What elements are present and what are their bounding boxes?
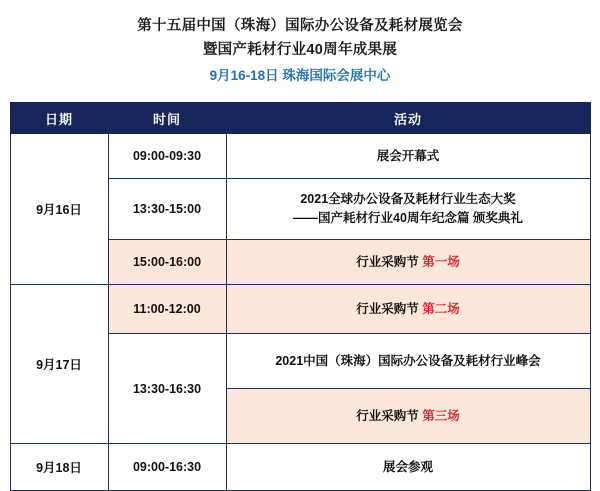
activity-accent-text: 第一场 [422,254,460,269]
table-header-row [10,103,590,134]
cell-time: 09:00-09:30 [108,134,226,179]
table-header [10,103,590,134]
poster-venue: 珠海国际会展中心 [282,68,391,83]
cell-time: 13:30-16:30 [108,334,226,444]
cell-date: 9月17日 [10,285,108,444]
activity-text: 行业采购节 [356,254,423,269]
poster-date-venue [10,64,590,88]
column-header-date: 日期 [10,103,108,134]
cell-time: 11:00-12:00 [108,285,226,334]
cell-date: 9月16日 [10,134,108,285]
activity-text: 2021全球办公设备及耗材行业生态大奖 [300,192,516,206]
activity-text: 展会开幕式 [376,148,440,163]
column-header-activity: 活动 [226,103,590,134]
cell-activity [226,240,590,285]
cell-activity [226,179,590,240]
poster-header [0,0,600,98]
cell-time: 15:00-16:00 [108,240,226,285]
cell-activity [226,134,590,179]
table-row [10,134,590,179]
table-body [10,134,590,491]
activity-accent-text: 第三场 [422,408,460,423]
schedule-table [10,102,591,491]
poster-date-range: 9月16-18日 [209,68,279,83]
cell-activity [226,444,590,491]
activity-text: 2021中国（珠海）国际办公设备及耗材行业峰会 [275,353,541,368]
activity-text: 行业采购节 [356,408,423,423]
activity-accent-text: 第二场 [422,301,460,316]
cell-time: 13:30-15:00 [108,179,226,240]
cell-activity [226,285,590,334]
cell-date: 9月18日 [10,444,108,491]
activity-subtext: ——国产耗材行业40周年纪念篇 颁奖典礼 [293,211,523,225]
table-row [10,444,590,491]
table-row [10,285,590,334]
activity-text: 展会参观 [382,459,433,474]
cell-time: 09:00-16:30 [108,444,226,491]
poster-title-main: 第十五届中国（珠海）国际办公设备及耗材展览会 [137,18,463,34]
poster-title-sub: 暨国产耗材行业40周年成果展 [202,42,398,58]
cell-activity [226,389,590,444]
activity-text: 行业采购节 [356,301,423,316]
column-header-time: 时间 [108,103,226,134]
cell-activity [226,334,590,389]
